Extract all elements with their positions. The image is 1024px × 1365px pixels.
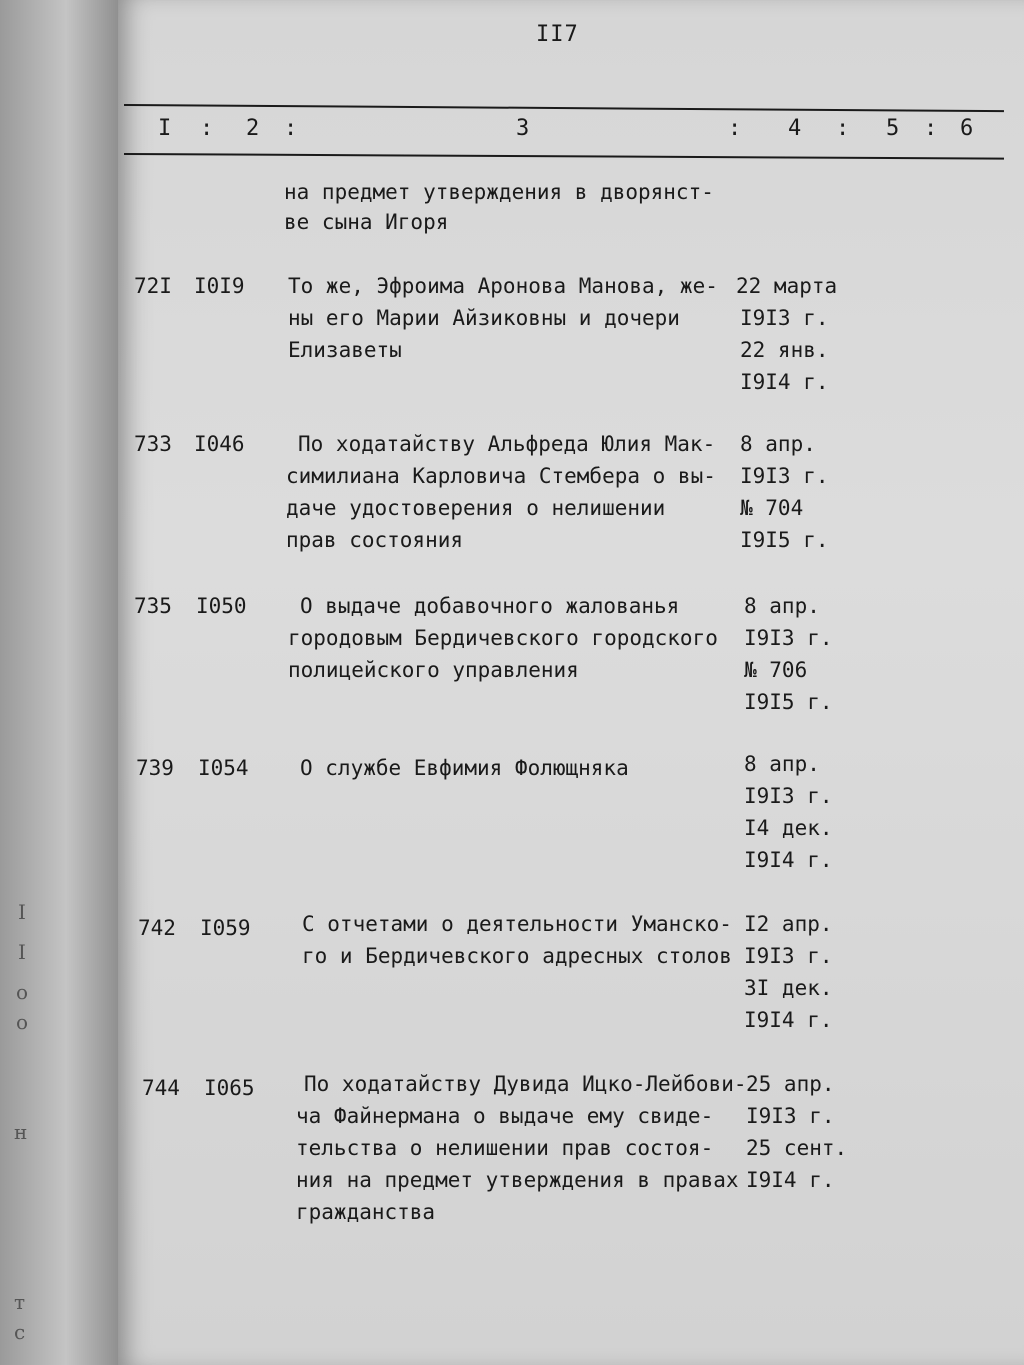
continuation-line: на предмет утверждения в дворянст- (284, 180, 714, 204)
entry-col1: 739 (136, 756, 174, 780)
entry-date: I9I4 г. (746, 1168, 835, 1192)
entry-line: гражданства (296, 1200, 436, 1224)
facing-page-mark: с (14, 1320, 26, 1344)
facing-page-mark: о (16, 980, 29, 1004)
column-header-5: 5 (886, 116, 900, 141)
facing-page-mark: н (14, 1120, 28, 1144)
entry-col1: 742 (138, 916, 176, 940)
entry-line: По ходатайству Дувида Ицко-Лейбови- (304, 1072, 747, 1096)
document-page (118, 0, 1024, 1365)
entry-date: I9I3 г. (744, 944, 833, 968)
column-header-4: 4 (788, 116, 802, 141)
entry-col2: I065 (204, 1076, 255, 1100)
entry-date: 8 апр. (744, 752, 820, 776)
entry-date: I9I4 г. (740, 370, 829, 394)
header-rule-top (124, 104, 1004, 112)
entry-col2: I0I9 (194, 274, 245, 298)
entry-line: ны его Марии Айзиковны и дочери (288, 306, 680, 330)
entry-col2: I050 (196, 594, 247, 618)
facing-page-mark: I (18, 940, 26, 964)
column-header-6: 6 (960, 116, 974, 141)
entry-line: О выдаче добавочного жалованья (300, 594, 680, 618)
column-header-1: I (158, 116, 172, 141)
continuation-line: ве сына Игоря (284, 210, 449, 234)
entry-line: симилиана Карловича Стембера о вы- (286, 464, 716, 488)
column-header-sep: : (728, 116, 742, 141)
entry-date: 8 апр. (740, 432, 816, 456)
entry-date: I9I3 г. (744, 626, 833, 650)
entry-line: Елизаветы (288, 338, 402, 362)
entry-line: го и Бердичевского адресных столов (302, 944, 732, 968)
header-rule-bottom (124, 153, 1004, 160)
entry-date: 25 сент. (746, 1136, 848, 1160)
entry-line: прав состояния (286, 528, 464, 552)
entry-col2: I054 (198, 756, 249, 780)
entry-date: I2 апр. (744, 912, 833, 936)
entry-date: I9I5 г. (740, 528, 829, 552)
entry-date: I9I3 г. (740, 464, 829, 488)
entry-date: № 704 (740, 496, 804, 520)
column-header-sep: : (200, 116, 214, 141)
entry-line: То же, Эфроима Аронова Манова, же- (288, 274, 718, 298)
facing-page-mark: т (14, 1290, 26, 1314)
entry-col2: I059 (200, 916, 251, 940)
entry-date: I9I4 г. (744, 848, 833, 872)
entry-line: ния на предмет утверждения в правах (296, 1168, 739, 1192)
entry-date: 22 марта (736, 274, 838, 298)
entry-col1: 733 (134, 432, 172, 456)
entry-date: 22 янв. (740, 338, 829, 362)
entry-col1: 744 (142, 1076, 180, 1100)
facing-page-edge (0, 0, 120, 1365)
entry-date: I9I5 г. (744, 690, 833, 714)
entry-line: О службе Евфимия Фолющняка (300, 756, 629, 780)
entry-col1: 735 (134, 594, 172, 618)
entry-date: I9I3 г. (740, 306, 829, 330)
entry-line: С отчетами о деятельности Уманско- (302, 912, 732, 936)
entry-line: полицейского управления (288, 658, 579, 682)
column-header-3: 3 (516, 116, 530, 141)
column-header-sep: : (284, 116, 298, 141)
entry-line: городовым Бердичевского городского (288, 626, 718, 650)
facing-page-mark: I (18, 900, 26, 924)
column-header-sep: : (836, 116, 850, 141)
entry-date: № 706 (744, 658, 808, 682)
entry-date: 3I дек. (744, 976, 833, 1000)
entry-line: даче удостоверения о нелишении (286, 496, 666, 520)
entry-date: 8 апр. (744, 594, 820, 618)
column-header-sep: : (924, 116, 938, 141)
entry-date: I9I3 г. (746, 1104, 835, 1128)
column-header-2: 2 (246, 116, 260, 141)
entry-col1: 72I (134, 274, 172, 298)
entry-date: 25 апр. (746, 1072, 835, 1096)
entry-line: По ходатайству Альфреда Юлия Мак- (298, 432, 716, 456)
entry-date: I9I3 г. (744, 784, 833, 808)
entry-line: тельства о нелишении прав состоя- (296, 1136, 714, 1160)
page-number: II7 (536, 22, 579, 47)
facing-page-mark: о (16, 1010, 29, 1034)
entry-date: I9I4 г. (744, 1008, 833, 1032)
entry-date: I4 дек. (744, 816, 833, 840)
entry-line: ча Файнермана о выдаче ему свиде- (296, 1104, 714, 1128)
entry-col2: I046 (194, 432, 245, 456)
